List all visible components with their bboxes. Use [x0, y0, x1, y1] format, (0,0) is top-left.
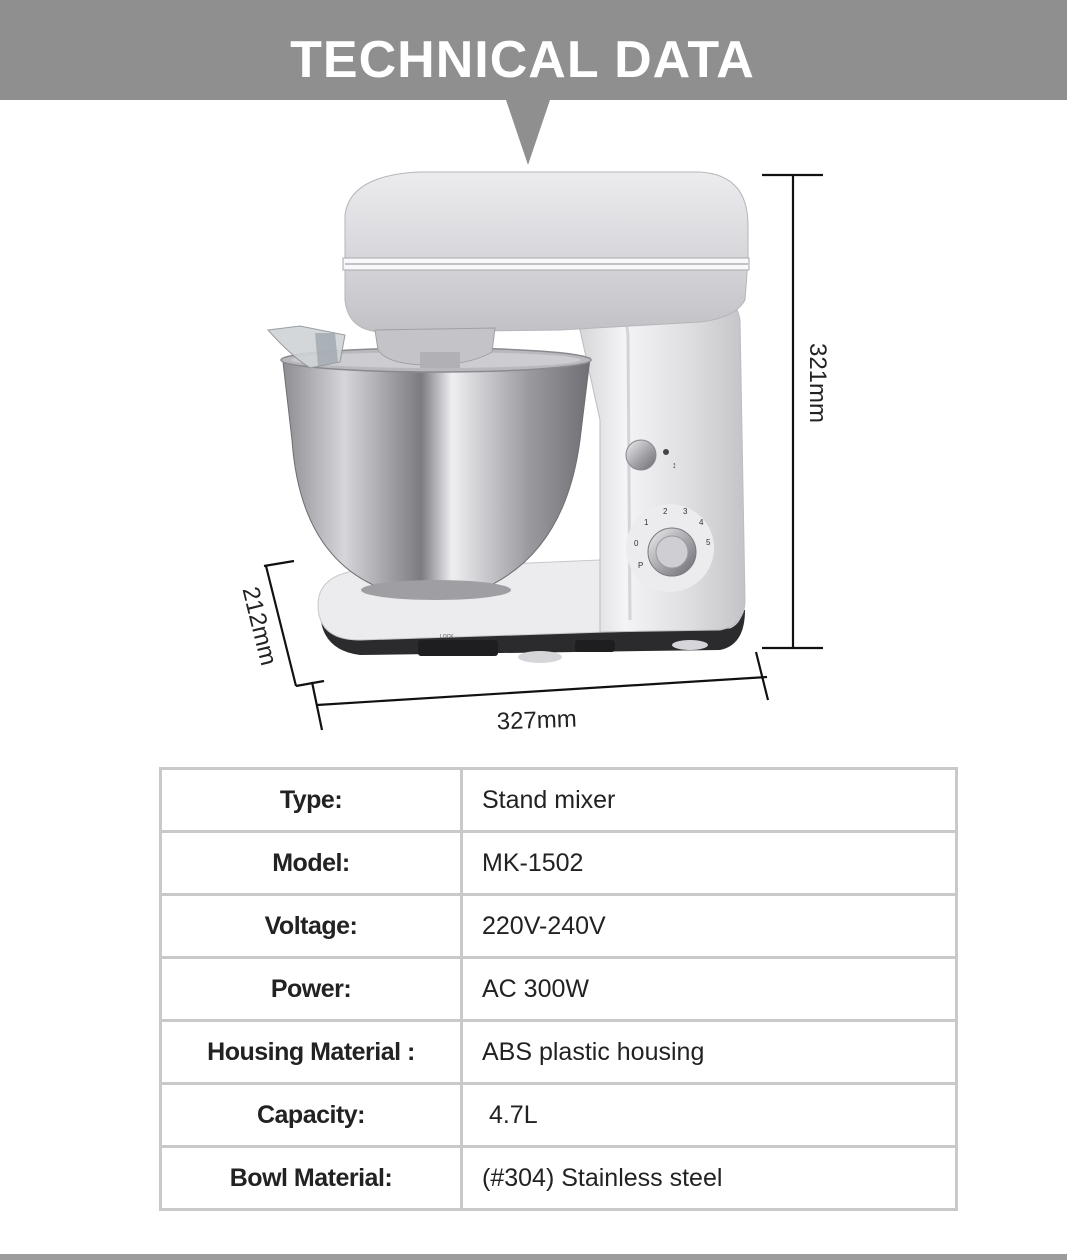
lock-label: LOCK: [440, 634, 454, 640]
dial-mark-3: 3: [683, 507, 688, 516]
table-row: [161, 1021, 957, 1084]
height-dimension: 321mm: [804, 342, 831, 424]
table-row: [161, 1147, 957, 1210]
svg-text:↕: ↕: [672, 460, 677, 470]
spec-label-type: Type:: [161, 769, 462, 832]
stand-mixer-image: [0, 150, 1067, 750]
table-row: [161, 769, 957, 832]
spec-value-voltage: 220V-240V: [462, 895, 957, 958]
spec-value-power: AC 300W: [462, 958, 957, 1021]
spec-label-housing-material: Housing Material :: [161, 1021, 462, 1084]
spec-label-capacity: Capacity:: [161, 1084, 462, 1147]
spec-value-housing-material: ABS plastic housing: [462, 1021, 957, 1084]
spec-value-type: Stand mixer: [462, 769, 957, 832]
dial-mark-p: P: [638, 561, 644, 570]
table-row: [161, 958, 957, 1021]
dial-mark-5: 5: [706, 538, 711, 547]
width-dimension: 327mm: [496, 705, 578, 736]
spec-table: [159, 767, 958, 1211]
spec-value-bowl-material: (#304) Stainless steel: [462, 1147, 957, 1210]
table-row: [161, 895, 957, 958]
spec-label-voltage: Voltage:: [161, 895, 462, 958]
dial-mark-2: 2: [663, 507, 668, 516]
depth-dimension: 212mm: [236, 584, 283, 669]
spec-label-bowl-material: Bowl Material:: [161, 1147, 462, 1210]
spec-value-model: MK-1502: [462, 832, 957, 895]
bottom-divider: [0, 1254, 1067, 1260]
dial-mark-4: 4: [699, 518, 704, 527]
dial-mark-0: 0: [634, 539, 639, 548]
dial-mark-1: 1: [644, 518, 649, 527]
spec-label-power: Power:: [161, 958, 462, 1021]
page-title: TECHNICAL DATA: [290, 31, 755, 89]
table-row: [161, 1084, 957, 1147]
spec-label-model: Model:: [161, 832, 462, 895]
spec-value-capacity: 4.7L: [462, 1084, 957, 1147]
table-row: [161, 832, 957, 895]
